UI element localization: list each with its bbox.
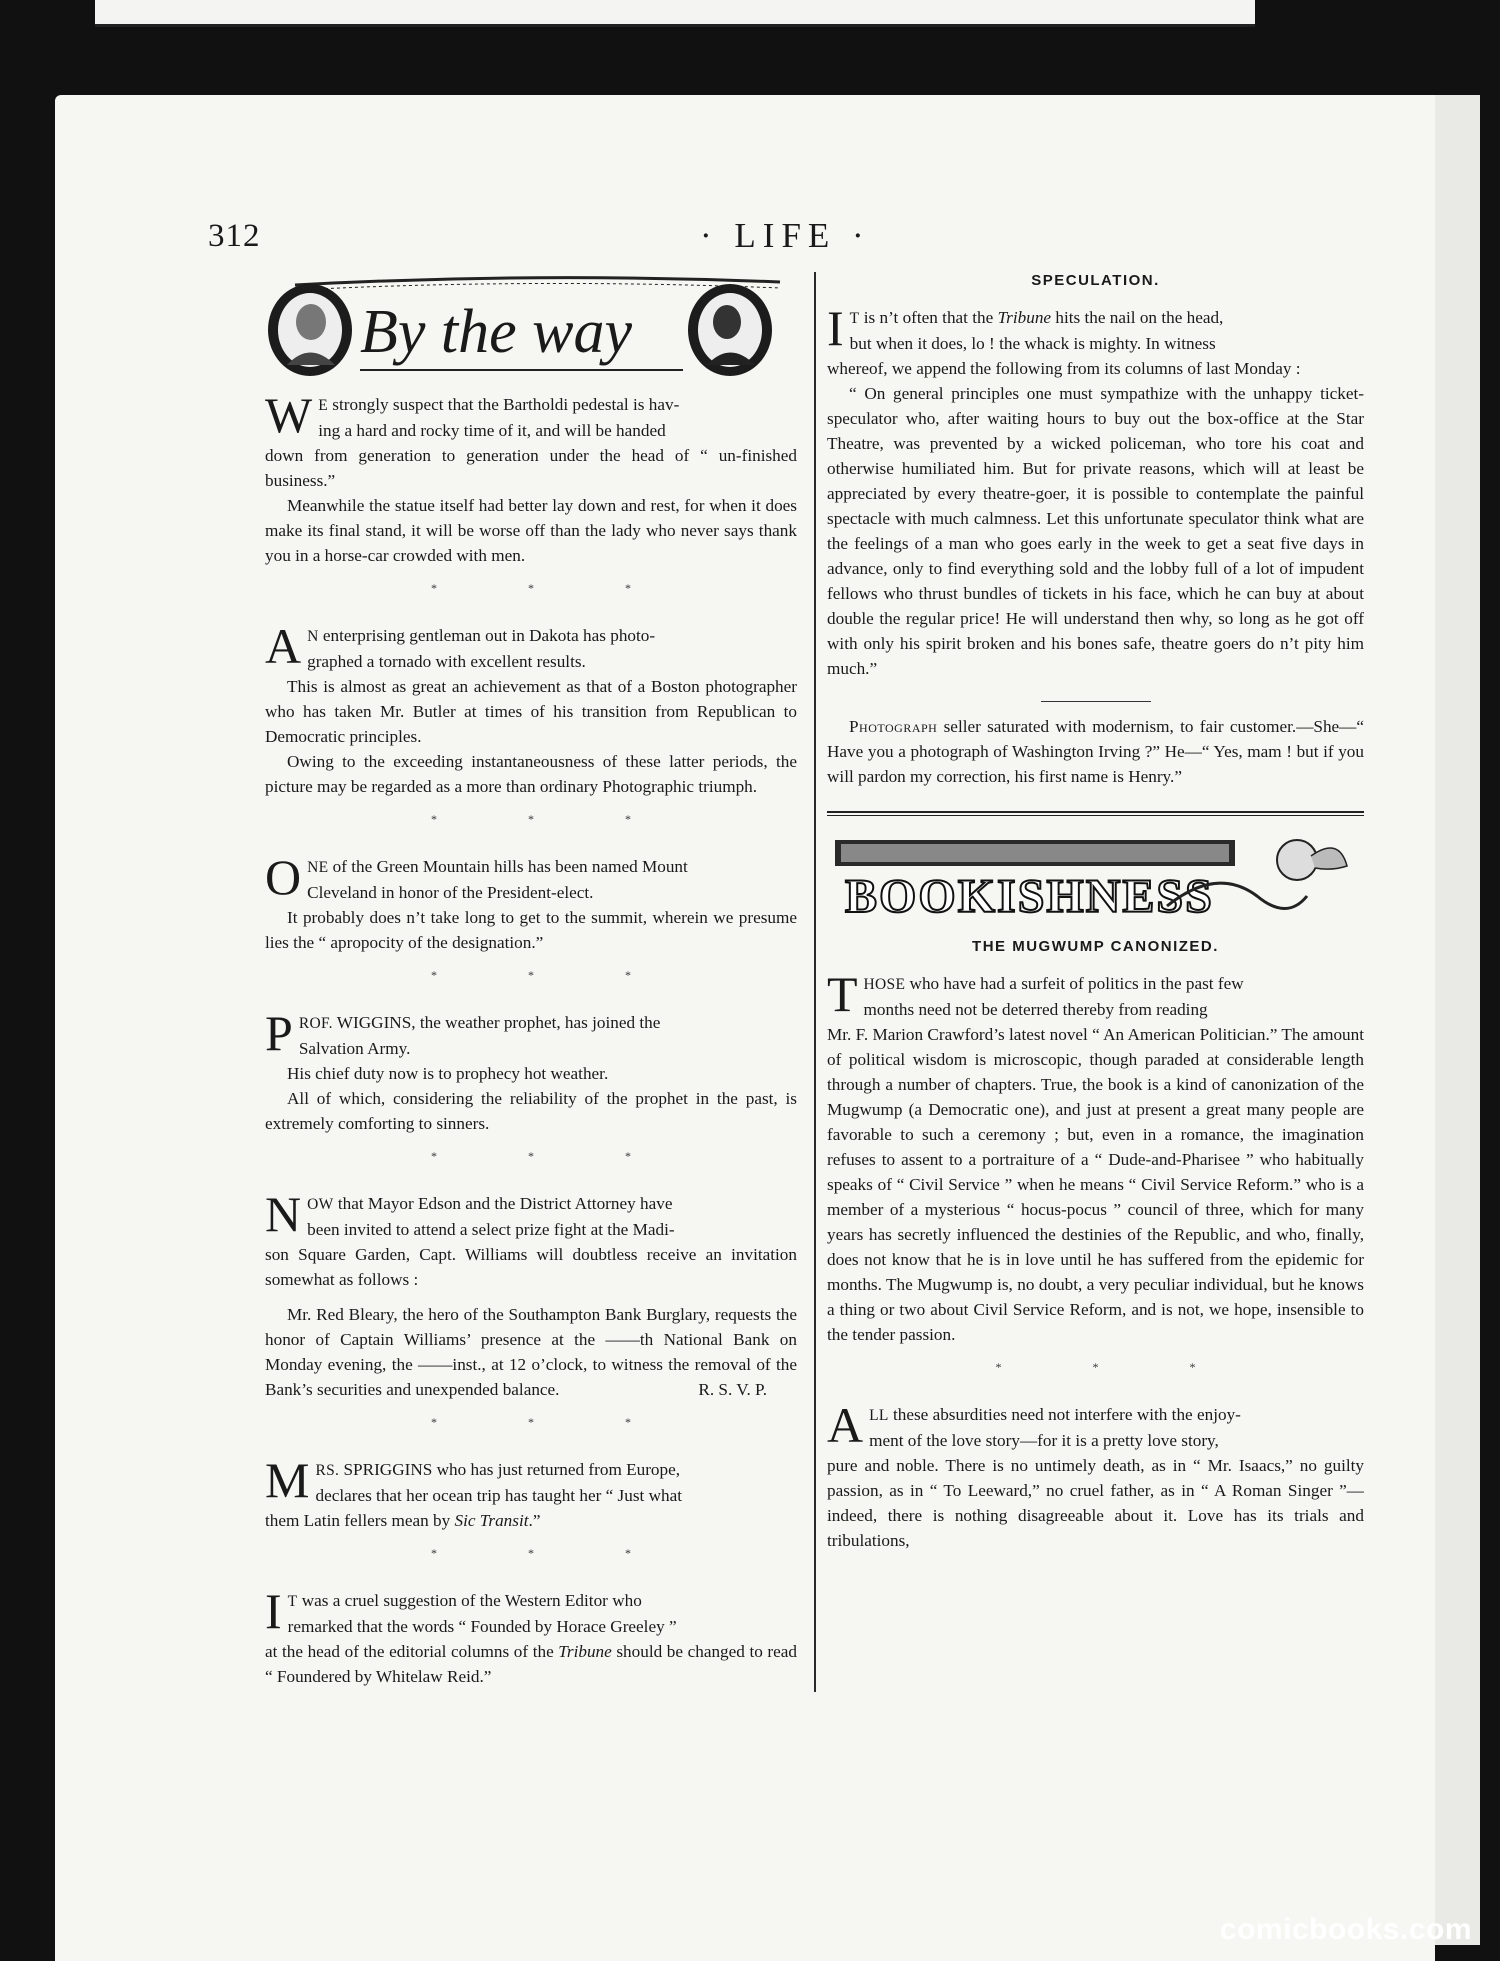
rsvp: R. S. V. P. [698, 1380, 767, 1399]
paragraph-hot-weather: His chief duty now is to prophecy hot weather. [287, 1064, 609, 1083]
svg-text:BOOKISHNESS: BOOKISHNESS [845, 870, 1214, 923]
paragraph-summit: It probably does n’t take long to get to the summit, wherein we presume lies the “ apropocity of the designation.” [265, 908, 797, 952]
by-the-way-banner [265, 270, 797, 380]
column-divider [814, 272, 816, 1692]
paragraph-instantaneous: Owing to the exceeding instantaneousness of these latter periods, the picture may be regarded as a more than ordinary Photographic triumph. [265, 752, 797, 796]
separator-stars: * * * [431, 581, 675, 595]
masthead: · LIFE · [700, 216, 871, 255]
bookishness-banner [827, 826, 1367, 926]
separator-stars: * * * [431, 1149, 675, 1163]
right-column [827, 268, 1364, 1553]
paragraph-bartholdi: W E strongly suspect that the Bartholdi pedestal is hav- ing a hard and rocky time of it, and will be handed down from generation to generation under the head of “ un-finished business.” [265, 392, 797, 490]
short-rule [1041, 701, 1151, 702]
paragraph-absurdities: A LL these absurdities need not interfere with the enjoy- ment of the love story—for it is a pretty love story, pure and noble. There is no untimely death, as in “ Mr. Isaacs,” no guilty passion, as in “ To Leeward,” no cruel father, as in “ A Roman Singer ”—indeed, there is nothing disagreeable about it. Love has its trials and tribulations, [827, 1402, 1364, 1550]
paragraph-photograph: Photograph seller saturated with modernism, to fair customer.—She—“ Have you a photograph of Washington Irving ?” He—“ Yes, mam ! but if you will pardon my correction, his first name is Henry.” [827, 717, 1364, 786]
paragraph-ticket-quote: “ On general principles one must sympathize with the unhappy ticket-speculator who, after waiting hours to buy out the box-office at the Star Theatre, was prevented by a wicked policeman, who tore his coat and otherwise humiliated him. But for private reasons, which will at least be appreciated by every theatre-goer, it is possible to contemplate the painful spectacle with much calmness. Let this unfortunate speculator think what are the feelings of a man who goes early in the week to get a seat five days in advance, only to find everything sold and the lobby full of a lot of impudent fellows who thrust bundles of tickets in his face, which he can buy at about double the regular price! He will understand then why, so long as he got off with only his spirit broken and his bones safe, theatre goers do n’t pity him much.” [827, 384, 1364, 678]
svg-text:By the way: By the way [360, 298, 633, 366]
mugwump-heading: THE MUGWUMP CANONIZED. [972, 938, 1219, 955]
watermark: comicbooks.com [1219, 1913, 1472, 1946]
adjacent-page-edge [95, 0, 1255, 27]
paragraph-boston: This is almost as great an achievement as that of a Boston photographer who has taken Mr. Butler at times of his transition from Republican to Democratic principles. [265, 677, 797, 746]
paragraph-mayor-edson: N OW that Mayor Edson and the District Attorney have been invited to attend a select prize fight at the Madi- son Square Garden, Capt. Williams will doubtless receive an invitation somewhat as follows : [265, 1191, 797, 1289]
paragraph-dakota: A N enterprising gentleman out in Dakota has photo- graphed a tornado with excellent results. [265, 623, 656, 674]
paragraph-mugwump: T HOSE who have had a surfeit of politics in the past few months need not be deterred thereby from reading Mr. F. Marion Crawford’s latest novel “ An American Politician.” The amount of political wisdom is microscopic, though paraded at considerable length through a number of chapters. True, the book is a kind of canonization of the Mugwump (a Democratic one), and just at present a great many people are favorable to such a ceremony ; but, even in a romance, the imagination refuses to assent to a portraiture of a “ Dude-and-Pharisee ” who habitually speaks of “ Civil Service ” when he means “ Civil Service Reform.” who is a member of a mysterious “ hocus-pocus ” council of three, which for many years has secretly influenced the destinies of the Republic, and who, finally, does not know that he is in love until he has suffered from the epidemic for months. The Mugwump is, no doubt, a very peculiar individual, but he knows a thing or two about Civil Service Reform, and is not, we hope, insensible to the tender passion. [827, 971, 1364, 1344]
by-the-way-illustration [265, 270, 797, 380]
separator-stars: * * * [431, 1546, 675, 1560]
bookishness-illustration [827, 826, 1367, 926]
paragraph-spriggins: M RS. SPRIGGINS who has just returned from Europe, declares that her ocean trip has taught her “ Just what them Latin fellers mean by Sic Transit.” [265, 1457, 682, 1530]
paragraph-statue: Meanwhile the statue itself had better lay down and rest, for when it does make its final stand, it will be worse off than the lady who never says thank you in a horse-car crowded with men. [265, 496, 797, 565]
paragraph-speculation: I T is n’t often that the Tribune hits the nail on the head, but when it does, lo ! the whack is mighty. In witness whereof, we append the following from its columns of last Monday : [827, 305, 1301, 378]
separator-stars: * * * [995, 1360, 1240, 1374]
paragraph-wiggins: P ROF. WIGGINS, the weather prophet, has joined the Salvation Army. [265, 1010, 661, 1061]
paragraph-western-editor: I T was a cruel suggestion of the Western Editor who remarked that the words “ Founded by Horace Greeley ” at the head of the editorial columns of the Tribune should be changed to read “ Foundered by Whitelaw Reid.” [265, 1588, 797, 1686]
left-column [265, 270, 797, 1689]
separator-stars: * * * [431, 1415, 675, 1429]
page-number: 312 [208, 218, 261, 254]
speculation-heading: SPECULATION. [1031, 272, 1160, 289]
section-rule [827, 811, 1364, 816]
paragraph-invitation: Mr. Red Bleary, the hero of the Southampton Bank Burglary, requests the honor of Captain Williams’ presence at the ——th National Bank on Monday evening, the ——inst., at 12 o’clock, to witness the removal of the Bank’s securities and unexpended balance. R. S. V. P. [265, 1302, 797, 1402]
separator-stars: * * * [431, 812, 675, 826]
separator-stars: * * * [431, 968, 675, 982]
paragraph-comforting: All of which, considering the reliability of the prophet in the past, is extremely comforting to sinners. [265, 1089, 797, 1133]
paragraph-mount-cleveland: O NE of the Green Mountain hills has been named Mount Cleveland in honor of the President-elect. [265, 854, 688, 905]
